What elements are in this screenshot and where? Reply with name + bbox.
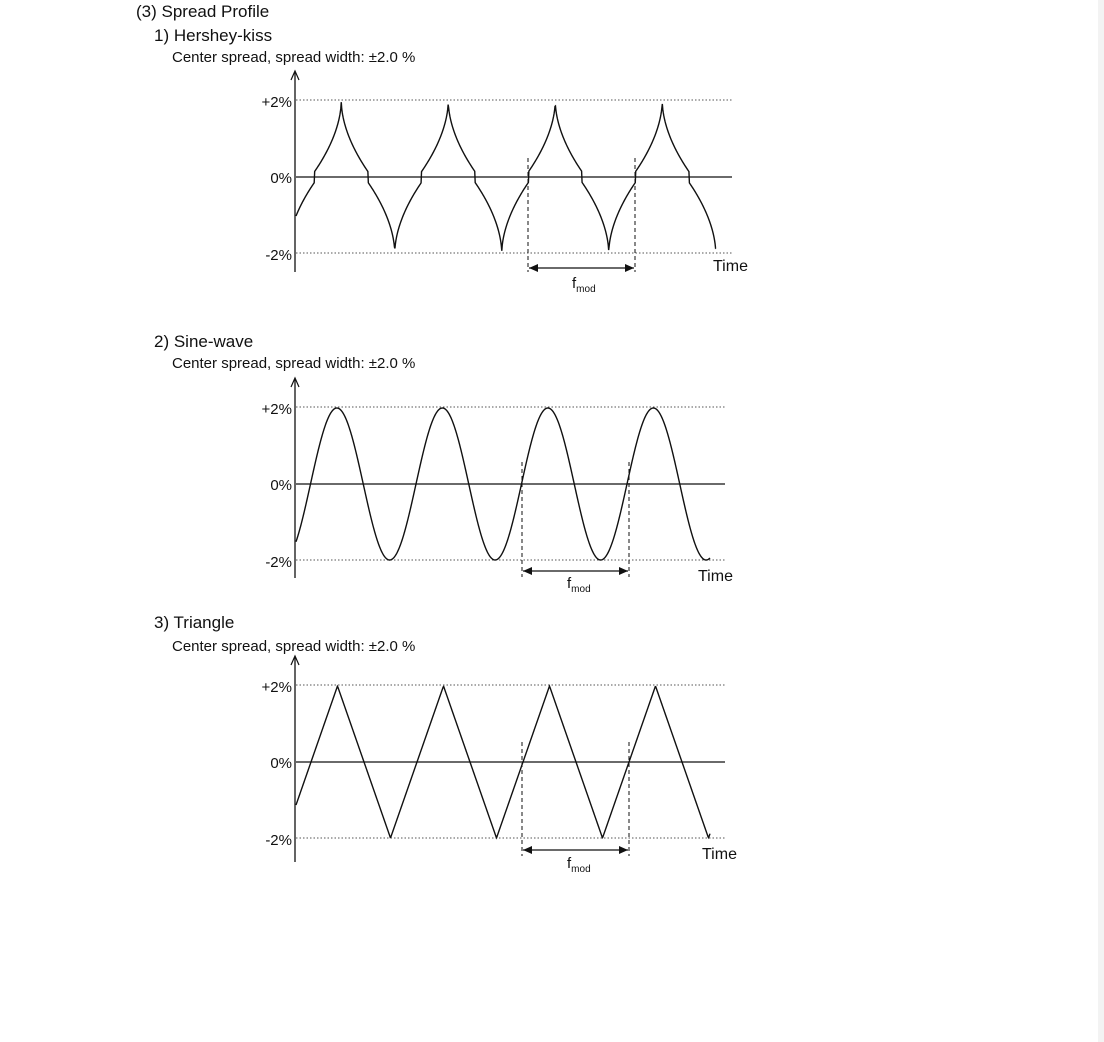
time-axis-label: Time	[702, 846, 737, 863]
y-label-minus: -2%	[265, 247, 292, 264]
profile-caption-hershey: Center spread, spread width: ±2.0 %	[172, 49, 416, 66]
y-label-zero: 0%	[270, 477, 292, 494]
period-label: $f_{mod}$	[567, 575, 591, 595]
time-axis-label: Time	[698, 568, 733, 585]
section-title: (3) Spread Profile	[136, 2, 270, 21]
y-label-zero: 0%	[270, 755, 292, 772]
y-label-minus: -2%	[265, 554, 292, 571]
profile-caption-sine: Center spread, spread width: ±2.0 %	[172, 355, 416, 372]
time-axis-label: Time	[713, 258, 748, 275]
y-label-plus: +2%	[261, 679, 292, 696]
period-label: $f_{mod}$	[567, 855, 591, 875]
period-label: $f_{mod}$	[572, 275, 596, 295]
profile-caption-triangle: Center spread, spread width: ±2.0 %	[172, 638, 416, 655]
profile-title-sine: 2) Sine-wave	[154, 332, 254, 351]
arrow-right-icon	[619, 846, 628, 854]
y-label-minus: -2%	[265, 832, 292, 849]
y-label-plus: +2%	[261, 94, 292, 111]
arrow-left-icon	[523, 846, 532, 854]
y-label-plus: +2%	[261, 401, 292, 418]
profile-title-hershey: 1) Hershey-kiss	[154, 26, 273, 45]
y-label-zero: 0%	[270, 170, 292, 187]
profile-title-triangle: 3) Triangle	[154, 613, 235, 632]
